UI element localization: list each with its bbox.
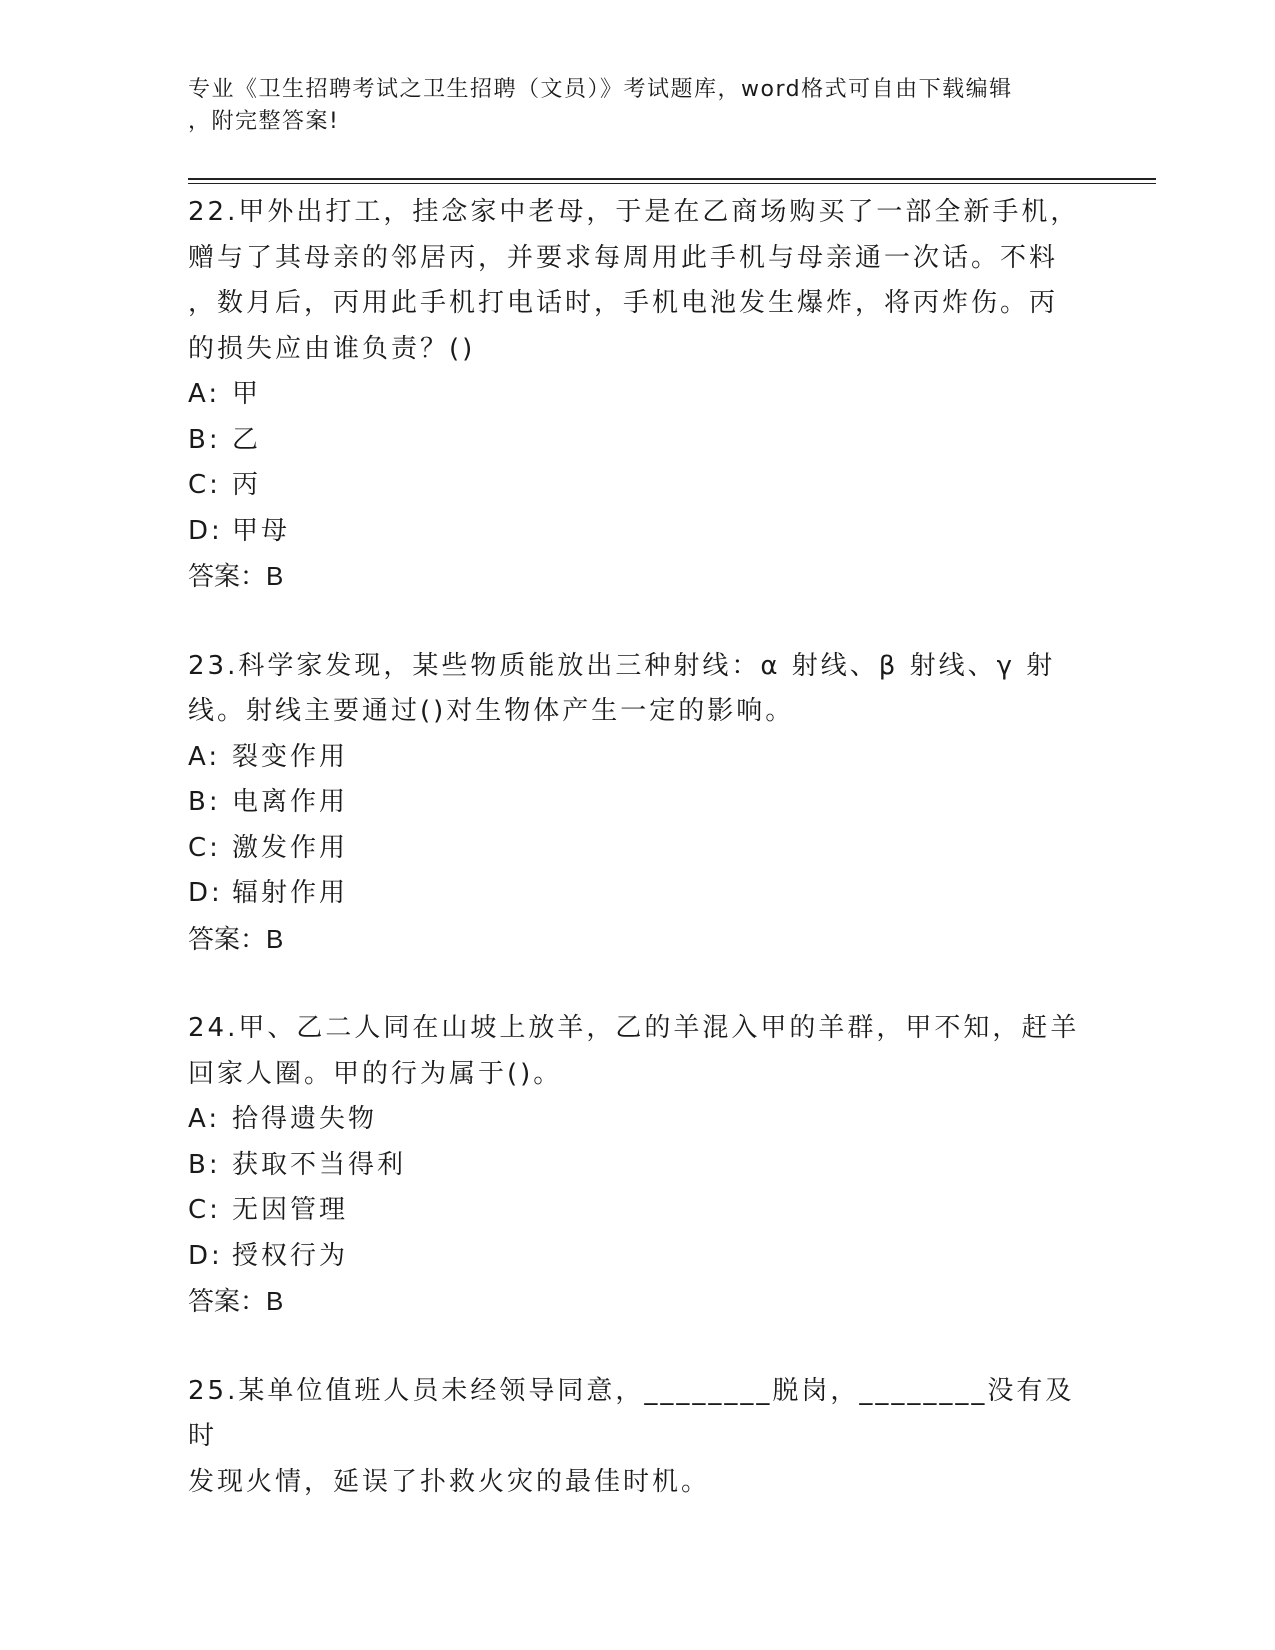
question-text-line: 回家人圈。甲的行为属于()。 [188,1058,563,1089]
question-text-line: 发现火情，延误了扑救火灾的最佳时机。 [188,1466,711,1497]
option-d [188,1234,1088,1280]
question-23 [188,644,1088,963]
question-list [188,190,1088,1505]
option-text: 丙 [232,470,262,500]
option-key: D: [188,1240,223,1271]
option-c [188,826,1088,872]
question-spacer [188,600,1088,644]
question-text-line: 25.某单位值班人员未经领导同意，________脱岗，________没有及时 [188,1375,1075,1451]
option-key: B: [188,424,221,455]
option-text: 拾得遗失物 [232,1104,378,1134]
option-key: D: [188,515,223,546]
option-key: C: [188,470,221,500]
option-text: 无因管理 [232,1195,349,1225]
option-c [188,463,1088,509]
option-key: B: [188,787,221,817]
option-key: C: [188,832,221,863]
question-spacer [188,962,1088,1006]
option-text: 电离作用 [232,787,349,817]
option-key: C: [188,1195,221,1225]
option-b [188,418,1088,464]
option-key: A: [188,1104,221,1134]
option-key: B: [188,1149,221,1180]
header-rule-thin [188,183,1156,184]
option-d [188,509,1088,555]
option-text: 激发作用 [232,832,349,863]
option-a [188,735,1088,781]
answer-line: 答案：B [188,561,284,591]
question-22 [188,190,1088,600]
option-key: D: [188,878,223,908]
option-c [188,1188,1088,1234]
option-text: 辐射作用 [232,878,349,908]
option-a [188,1097,1088,1143]
question-text-line: 22.甲外出打工，挂念家中老母，于是在乙商场购买了一部全新手机， [188,197,1080,227]
header-rule-thick [188,178,1156,180]
question-25 [188,1369,1088,1506]
question-text-line: 23.科学家发现，某些物质能放出三种射线：α 射线、β 射线、γ 射 [188,650,1056,681]
question-text-line: 24.甲、乙二人同在山坡上放羊，乙的羊混入甲的羊群，甲不知，赶羊 [188,1013,1080,1043]
option-text: 甲 [232,379,262,409]
option-b [188,780,1088,826]
question-spacer [188,1325,1088,1369]
option-key: A: [188,379,221,409]
answer-line: 答案：B [188,923,284,954]
option-text: 裂变作用 [232,741,349,772]
question-text-line: 的损失应由谁负责？() [188,333,476,364]
document-header [188,74,1068,138]
option-text: 获取不当得利 [232,1149,407,1180]
question-text-line: 线。射线主要通过()对生物体产生一定的影响。 [188,696,795,726]
option-b [188,1143,1088,1189]
header-line-2: ，附完整答案! [188,109,340,134]
question-text-line: 赠与了其母亲的邻居丙，并要求每周用此手机与母亲通一次话。不料 [188,242,1059,273]
answer-line: 答案：B [188,1286,284,1316]
question-text-line: ，数月后，丙用此手机打电话时，手机电池发生爆炸，将丙炸伤。丙 [188,288,1059,318]
option-d [188,871,1088,917]
option-text: 甲母 [232,515,291,546]
header-line-1: 专业《卫生招聘考试之卫生招聘（文员）》考试题库，word格式可自由下载编辑 [188,77,1013,102]
option-text: 乙 [232,424,262,455]
option-text: 授权行为 [232,1240,349,1271]
option-key: A: [188,741,221,772]
question-24 [188,1006,1088,1325]
option-a [188,372,1088,418]
